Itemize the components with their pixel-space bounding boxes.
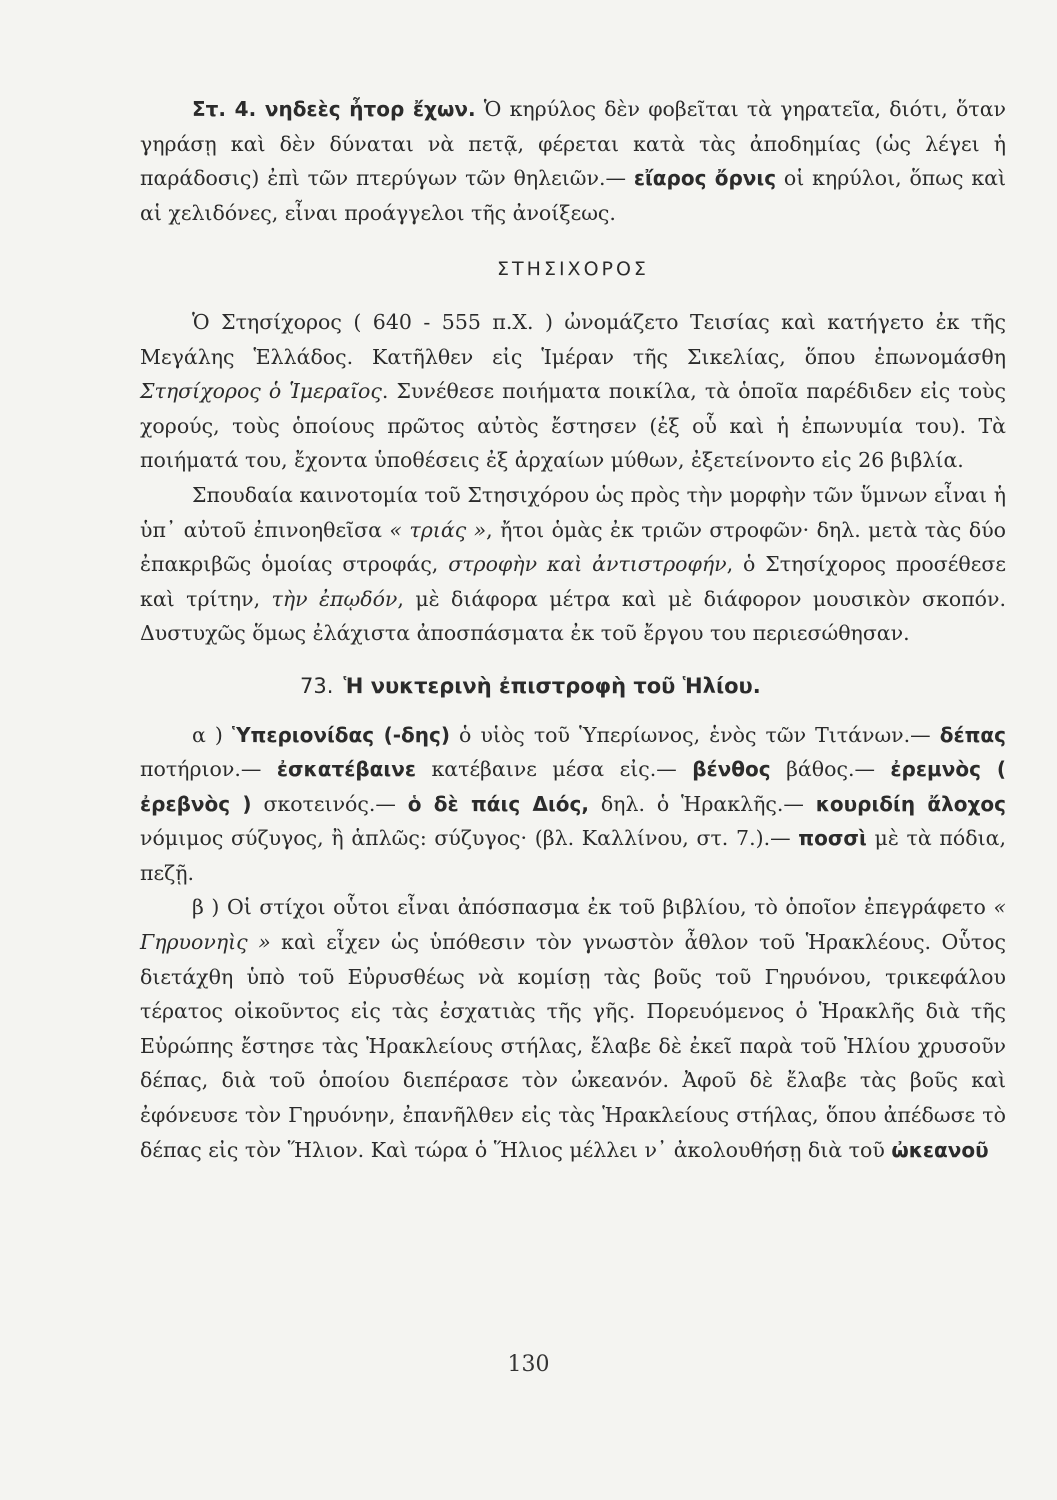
page-number: 130 [507,1352,550,1377]
text-run: κατέβαινε μέσα εἰς.— [415,757,693,782]
keyword: ποσσὶ [798,826,867,851]
biography-paragraph [140,305,1006,478]
keyword: ὠκεανοῦ [891,1137,989,1162]
page-body [140,92,1006,1167]
chapter-number: 73. [300,673,334,698]
keyword: εἴαρος ὄρνις [633,166,777,191]
text-run: , ἤτοι ὁμὰς ἐκ τριῶν στροφῶν· δηλ. μετὰ τὰς δύο ἐπακριβῶς ὁμοίας στροφάς, [140,517,1006,577]
keyword: ἐρεμνὸς ( ἐρεβνὸς ) [140,757,1006,816]
text-run: Σπουδαία καινοτομία τοῦ Στησιχόρου ὡς πρὸς τὴν μορφὴν τῶν ὕμνων εἶναι ἡ ὑπ᾽ αὐτοῦ ἐπινοηθεῖσα [140,482,1006,542]
myth-paragraph [140,890,1006,1167]
italic-term: « Γηρυονηὶς » [140,895,1006,955]
text-run: βάθος.— [770,757,891,782]
text-run: , μὲ διάφορα μέτρα καὶ μὲ διάφορον μουσικὸν σκοπόν. Δυστυχῶς ὅμως ἐλάχιστα ἀποσπάσματα ἐκ τοῦ ἔργου του περιεσώθησαν. [140,586,1006,646]
italic-term: στροφὴν καὶ ἀντιστροφήν [448,552,727,577]
text-run: καὶ εἶχεν ὡς ὑπόθεσιν τὸν γνωστὸν ἆθλον τοῦ Ἡρακλέους. Οὗτος διετάχθη ὑπὸ τοῦ Εὐρυσθέως νὰ κομίσῃ τὰς βοῦς τοῦ Γηρυόνου, τρικεφάλου τέρατος οἰκοῦντος εἰς τὰς ἐσχατιὰς τῆς γῆς. Πορευόμενος ὁ Ἡρακλῆς διὰ τῆς Εὐρώπης ἔστησε τὰς Ἡρακλείους στήλας, ἔλαβε δὲ ἐκεῖ παρὰ τοῦ Ἡλίου χρυσοῦν δέπας, διὰ τοῦ ὁποίου διεπέρασε τὸν ὠκεανόν. Ἀφοῦ δὲ ἔλαβε τὰς βοῦς καὶ ἐφόνευσε τὸν Γηρυόνην, ἐπανῆλθεν εἰς τὰς Ἡρακλείους στήλας, ὅπου ἀπέδωσε τὸ δέπας εἰς τὸν Ἥλιον. Καὶ τώρα ὁ Ἥλιος μέλλει ν᾽ ἀκολουθήσῃ διὰ τοῦ [140,930,1006,1162]
chapter-heading [140,669,1006,704]
italic-term: Στησίχορος ὁ Ἱμεραῖος [140,379,382,404]
section-heading: ΣΤΗΣΙΧΟΡΟΣ [497,258,649,281]
keyword: ὁ δὲ πάις Διός, [407,791,589,816]
keyword: Ὑπεριονίδας (-δης) [231,722,451,747]
verse-label: Στ. 4. νηδεὲς ἦτορ ἔχων. [192,97,476,121]
glossary-paragraph [140,718,1006,891]
text-run: μὲ τὰ πόδια, πεζῇ. [140,826,1006,885]
text-run: ὁ υἱὸς τοῦ Ὑπερίωνος, ἑνὸς τῶν Τιτάνων.— [450,722,940,747]
keyword: δέπας [939,722,1006,747]
italic-term: « τριάς » [389,517,487,542]
text-run: δηλ. ὁ Ἡρακλῆς.— [588,791,816,816]
keyword: βένθος [692,757,771,782]
text-run: α ) [192,722,232,747]
text-run: νόμιμος σύζυγος, ἢ ἁπλῶς: σύζυγος· (βλ. Καλλίνου, στ. 7.).— [140,826,799,851]
text-run: ποτήριον.— [140,757,277,782]
commentary-verse-4 [140,92,1006,230]
text-run: οἱ κηρύλοι, ὅπως καὶ αἱ χελιδόνες, εἶναι προάγγελοι τῆς ἀνοίξεως. [140,166,1007,225]
text-run: Ὁ Στησίχορος ( 640 - 555 π.Χ. ) ὠνομάζετο Τεισίας καὶ κατήγετο ἐκ τῆς Μεγάλης Ἑλλάδος. Κατῆλθεν εἰς Ἱμέραν τῆς Σικελίας, ὅπου ἐπωνομάσθη [140,309,1006,369]
text-run: . Συνέθεσε ποιήματα ποικίλα, τὰ ὁποῖα παρέδιδεν εἰς τοὺς χορούς, τοὺς ὁποίους πρῶτος αὐτὸς ἔστησεν (ἐξ οὗ καὶ ἡ ἐπωνυμία του). Τὰ ποιήματά του, ἔχοντα ὑποθέσεις ἐξ ἀρχαίων μύθων, ἐξετείνοντο εἰς 26 βιβλία. [140,379,1006,473]
text-run: β ) Οἱ στίχοι οὗτοι εἶναι ἀπόσπασμα ἐκ τοῦ βιβλίου, τὸ ὁποῖον ἐπεγράφετο [192,895,994,920]
text-run: , ὁ Στησίχορος προσέθεσε καὶ τρίτην, [140,552,1006,611]
italic-term: τὴν ἐπῳδόν [271,586,398,611]
text-run: Ὁ κηρύλος δὲν φοβεῖται τὰ γηρατεῖα, διότι, ὅταν γηράσῃ καὶ δὲν δύναται νὰ πετᾷ, φέρεται κατὰ τὰς ἀποδημίας (ὡς λέγει ἡ παράδοσις) ἐπὶ τῶν πτερύγων τῶν θηλειῶν.— [140,97,1006,191]
keyword: κουριδίη ἄλοχος [815,791,1006,816]
innovation-paragraph [140,478,1006,651]
text-run: σκοτεινός.— [251,791,408,816]
chapter-title: Ἡ νυκτερινὴ ἐπιστροφὴ τοῦ Ἡλίου. [343,673,761,698]
keyword: ἐσκατέβαινε [276,757,416,782]
